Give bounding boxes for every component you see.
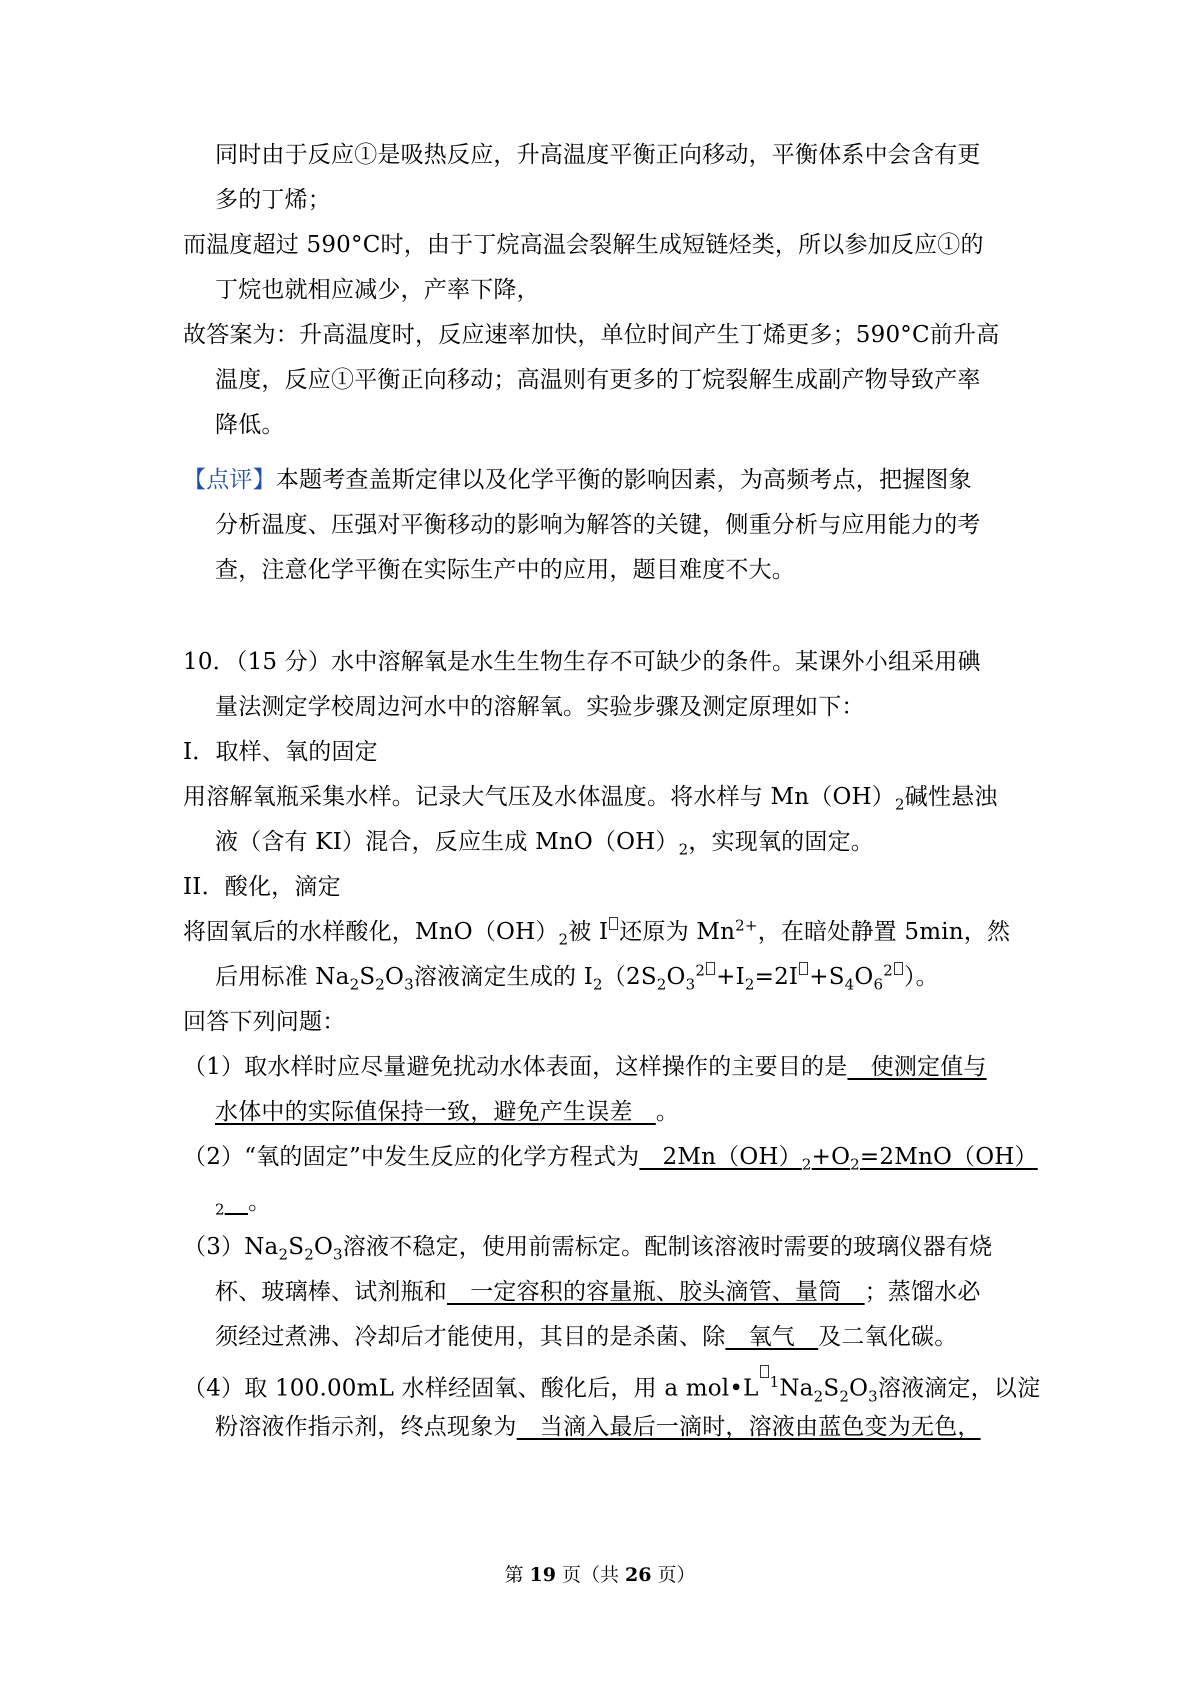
- text-line: 将固氧后的水样酸化，$MnO(OH)_2$被 I 还原为 $Mn^{2+}$，在暗处静置 5min，然: [183, 916, 1011, 949]
- missing-glyph-icon: [894, 962, 903, 975]
- text-line: 丁烷也就相应减少，产率下降，: [215, 277, 540, 303]
- answer-line: 降低。: [215, 412, 285, 438]
- text-line: 液（含有 KI）混合，反应生成 $MnO(OH)_2$，实现氧的固定。: [215, 829, 874, 859]
- answer-blank: $2Mn(OH)_2+O_2=2MnO(OH)$: [639, 1144, 1038, 1174]
- sub-question-4: 粉溶液作指示剂，终点现象为 当滴入最后一滴时，溶液由蓝色变为无色，: [215, 1414, 981, 1440]
- sub-question-3: $(3)Na_2S_2O_3$溶液不稳定，使用前需标定。配制该溶液时需要的玻璃仪器有烧: [183, 1234, 993, 1264]
- text-line: 多的丁烯；: [215, 187, 331, 213]
- section-heading: I．取样、氧的固定: [183, 739, 378, 765]
- question-title: 10．（15 分）水中溶解氧是水生生物生存不可缺少的条件。某课外小组采用碘: [183, 649, 981, 675]
- missing-glyph-icon: [799, 962, 808, 975]
- missing-glyph-icon: [706, 962, 715, 975]
- comment-line: 【点评】本题考查盖斯定律以及化学平衡的影响因素，为高频考点，把握图象: [183, 467, 972, 493]
- sub-question-1: （1）取水样时应尽量避免扰动水体表面，这样操作的主要目的是 使测定值与: [183, 1054, 987, 1080]
- answer-blank: 水体中的实际值保持一致，避免产生误差: [215, 1099, 656, 1125]
- text-line: 用溶解氧瓶采集水样。记录大气压及水体温度。将水样与 $Mn(OH)_2$碱性悬浊: [183, 784, 998, 814]
- comment-line: 查，注意化学平衡在实际生产中的应用，题目难度不大。: [215, 557, 795, 583]
- text-line: 同时由于反应①是吸热反应，升高温度平衡正向移动，平衡体系中会含有更: [215, 142, 981, 168]
- comment-tag: 【点评】: [183, 467, 276, 493]
- section-heading: II．酸化，滴定: [183, 874, 341, 900]
- sub-question-3: 须经过煮沸、冷却后才能使用，其目的是杀菌、除 氧气 及二氧化碳。: [215, 1324, 958, 1350]
- sub-question-2: （2）“氧的固定”中发生反应的化学方程式为 $2Mn(OH)_2+O_2=2MnO(OH)$: [183, 1144, 1038, 1174]
- answer-blank: 当滴入最后一滴时，溶液由蓝色变为无色，: [516, 1414, 981, 1440]
- sub-question-1: 水体中的实际值保持一致，避免产生误差 。: [215, 1099, 680, 1125]
- text-line: 后用标准 $Na_2S_2O_3$溶液滴定生成的 $I_2(2S_2O_3^2 +I_2=2I +S_4O_6^2$ ）。: [215, 961, 939, 994]
- answer-line: 温度，反应①平衡正向移动；高温则有更多的丁烷裂解生成副产物导致产率: [215, 367, 981, 393]
- total-pages: 26: [625, 1564, 652, 1586]
- sub-question-4: （4）取 100.00mL 水样经固氧、酸化后，用 a mol•L $^1Na_2S_2O_3$溶液滴定，以淀: [183, 1365, 1040, 1406]
- text-line: 回答下列问题：: [183, 1009, 346, 1035]
- missing-glyph-icon: [609, 917, 618, 930]
- answer-blank: 氧气: [725, 1324, 819, 1350]
- question-title: 量法测定学校周边河水中的溶解氧。实验步骤及测定原理如下：: [215, 694, 865, 720]
- missing-glyph-icon: [760, 1365, 769, 1378]
- answer-line: 故答案为：升高温度时，反应速率加快，单位时间产生丁烯更多；590°C前升高: [183, 322, 1000, 348]
- answer-blank: 使测定值与: [847, 1054, 987, 1080]
- answer-blank: 2: [215, 1200, 225, 1219]
- comment-line: 分析温度、压强对平衡移动的影响为解答的关键，侧重分析与应用能力的考: [215, 512, 981, 538]
- page-footer: 第 19 页（共 26 页）: [504, 1564, 696, 1586]
- sub-question-2: $_2$ 。: [215, 1189, 272, 1219]
- page-number: 19: [529, 1564, 556, 1586]
- sub-question-3: 杯、玻璃棒、试剂瓶和 一定容积的容量瓶、胶头滴管、量筒 ；蒸馏水必: [215, 1279, 981, 1305]
- text-line: 而温度超过 590°C时，由于丁烷高温会裂解生成短链烃类，所以参加反应①的: [183, 232, 984, 258]
- answer-blank: 一定容积的容量瓶、胶头滴管、量筒: [447, 1279, 865, 1305]
